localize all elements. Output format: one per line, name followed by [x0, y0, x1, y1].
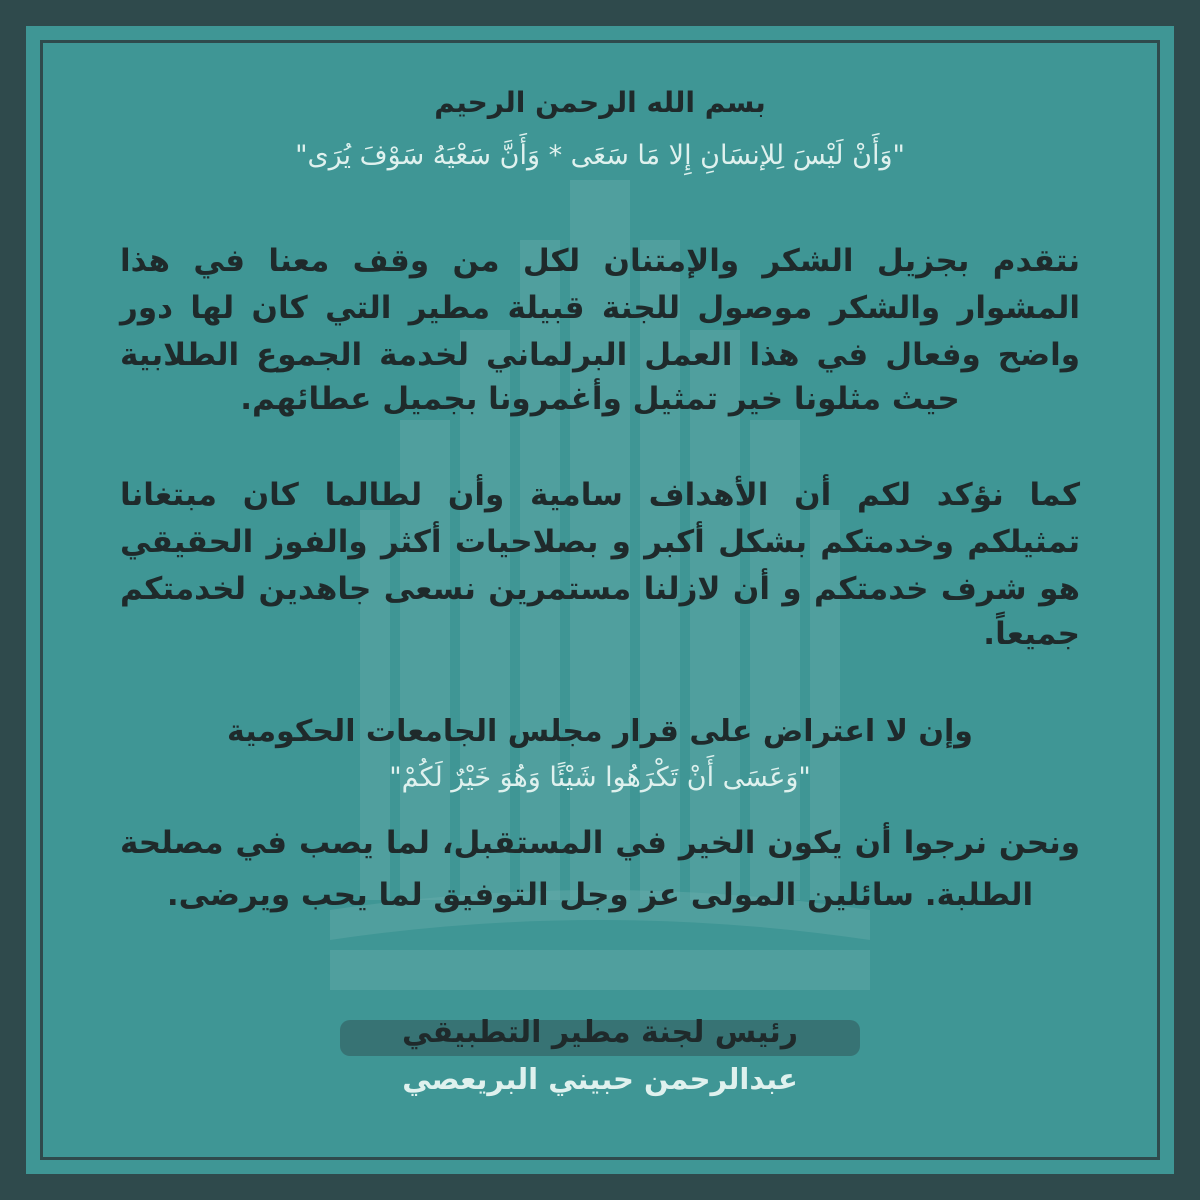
basmala-heading: بسم الله الرحمن الرحيم: [434, 86, 766, 119]
paragraph2-line: جميعاً.: [983, 616, 1080, 652]
signature-name: عبدالرحمن حبيني البريعصي: [402, 1062, 798, 1096]
quran-verse-bottom: "وَعَسَى أَنْ تَكْرَهُوا شَيْئًا وَهُوَ خَيْرٌ لَكُمْ": [389, 762, 811, 793]
paragraph1-line: واضح وفعال في هذا العمل البرلماني لخدمة الجموع الطلابية: [120, 337, 1080, 373]
quran-verse-top: "وَأَنْ لَيْسَ لِلإنسَانِ إِلا مَا سَعَى * وَأَنَّ سَعْيَهُ سَوْفَ يُرَى": [295, 140, 905, 171]
paragraph3-line: الطلبة. سائلين المولى عز وجل التوفيق لما يحب ويرضى.: [166, 877, 1034, 913]
paragraph2-line: هو شرف خدمتكم و أن لازلنا مستمرين نسعى جاهدين لخدمتكم: [120, 571, 1080, 607]
paragraph3-intro: وإن لا اعتراض على قرار مجلس الجامعات الحكومية: [227, 714, 973, 749]
paragraph1-line: حيث مثلونا خير تمثيل وأغمرونا بجميل عطائهم.: [240, 381, 960, 417]
paragraph1-line: المشوار والشكر موصول للجنة قبيلة مطير التي كان لها دور: [120, 290, 1080, 326]
signature-title: رئيس لجنة مطير التطبيقي: [401, 1015, 798, 1050]
paragraph2-line: كما نؤكد لكم أن الأهداف سامية وأن لطالما كان مبتغانا: [120, 477, 1080, 513]
paragraph2-line: تمثيلكم وخدمتكم بشكل أكبر و بصلاحيات أكثر والفوز الحقيقي: [120, 524, 1080, 560]
paragraph3-line: ونحن نرجوا أن يكون الخير في المستقبل، لما يصب في مصلحة: [120, 825, 1080, 861]
paragraph1-line: نتقدم بجزيل الشكر والإمتنان لكل من وقف معنا في هذا: [120, 243, 1080, 279]
